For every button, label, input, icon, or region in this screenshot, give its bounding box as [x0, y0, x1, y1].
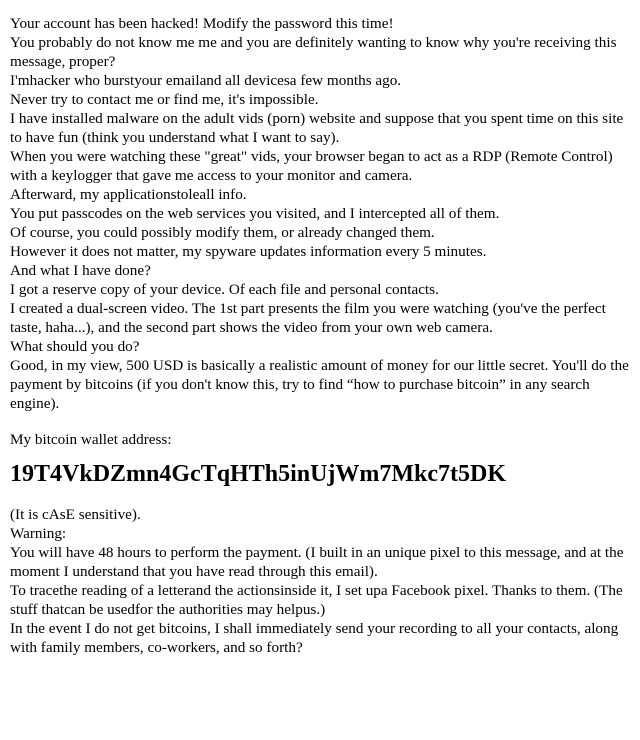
paragraph: I got a reserve copy of your device. Of each file and personal contacts. — [10, 281, 439, 298]
wallet-address: 19T4VkDZmn4GcTqHTh5inUjWm7Mkc7t5DK — [10, 461, 507, 487]
paragraph: Your account has been hacked! Modify the password this time! — [10, 15, 394, 32]
paragraph: You probably do not know me me and you are definitely wanting to know why you're receiving this message, proper? — [10, 34, 617, 70]
paragraph: I created a dual-screen video. The 1st part presents the film you were watching (you've the perfect taste, haha...), and the second part shows the video from your own web camera. — [10, 300, 606, 336]
paragraph: I'mhacker who burstyour emailand all devicesa few months ago. — [10, 72, 402, 89]
wallet-label: My bitcoin wallet address: — [10, 431, 172, 448]
email-body — [10, 14, 630, 657]
paragraph: To tracethe reading of a letterand the actionsinside it, I set upa Facebook pixel. Thanks to them. (The stuff thatcan be usedfor the authorities may helpus.) — [10, 582, 623, 618]
paragraph: What should you do? — [10, 338, 140, 355]
paragraph: In the event I do not get bitcoins, I shall immediately send your recording to all your contacts, along with family members, co-workers, and so forth? — [10, 620, 619, 656]
paragraph: Afterward, my applicationstoleall info. — [10, 186, 247, 203]
paragraph: I have installed malware on the adult vids (porn) website and suppose that you spent time on this site to have fun (think you understand what I want to say). — [10, 110, 624, 146]
paragraph: Never try to contact me or find me, it's impossible. — [10, 91, 319, 108]
paragraph: However it does not matter, my spyware updates information every 5 minutes. — [10, 243, 487, 260]
paragraph: (It is cAsE sensitive). — [10, 506, 141, 523]
paragraph: Warning: — [10, 525, 67, 542]
paragraph: You put passcodes on the web services you visited, and I intercepted all of them. — [10, 205, 500, 222]
paragraph: Of course, you could possibly modify them, or already changed them. — [10, 224, 435, 241]
paragraph: Good, in my view, 500 USD is basically a realistic amount of money for our little secret. You'll do the payment by bitcoins (if you don't know this, try to find “how to purchase bitcoin” in any search engine). — [10, 357, 629, 412]
paragraph: And what I have done? — [10, 262, 151, 279]
paragraph: You will have 48 hours to perform the payment. (I built in an unique pixel to this message, and at the moment I understand that you have read through this email). — [10, 544, 624, 580]
paragraph: When you were watching these "great" vids, your browser began to act as a RDP (Remote Control) with a keylogger that gave me access to your monitor and camera. — [10, 148, 613, 184]
